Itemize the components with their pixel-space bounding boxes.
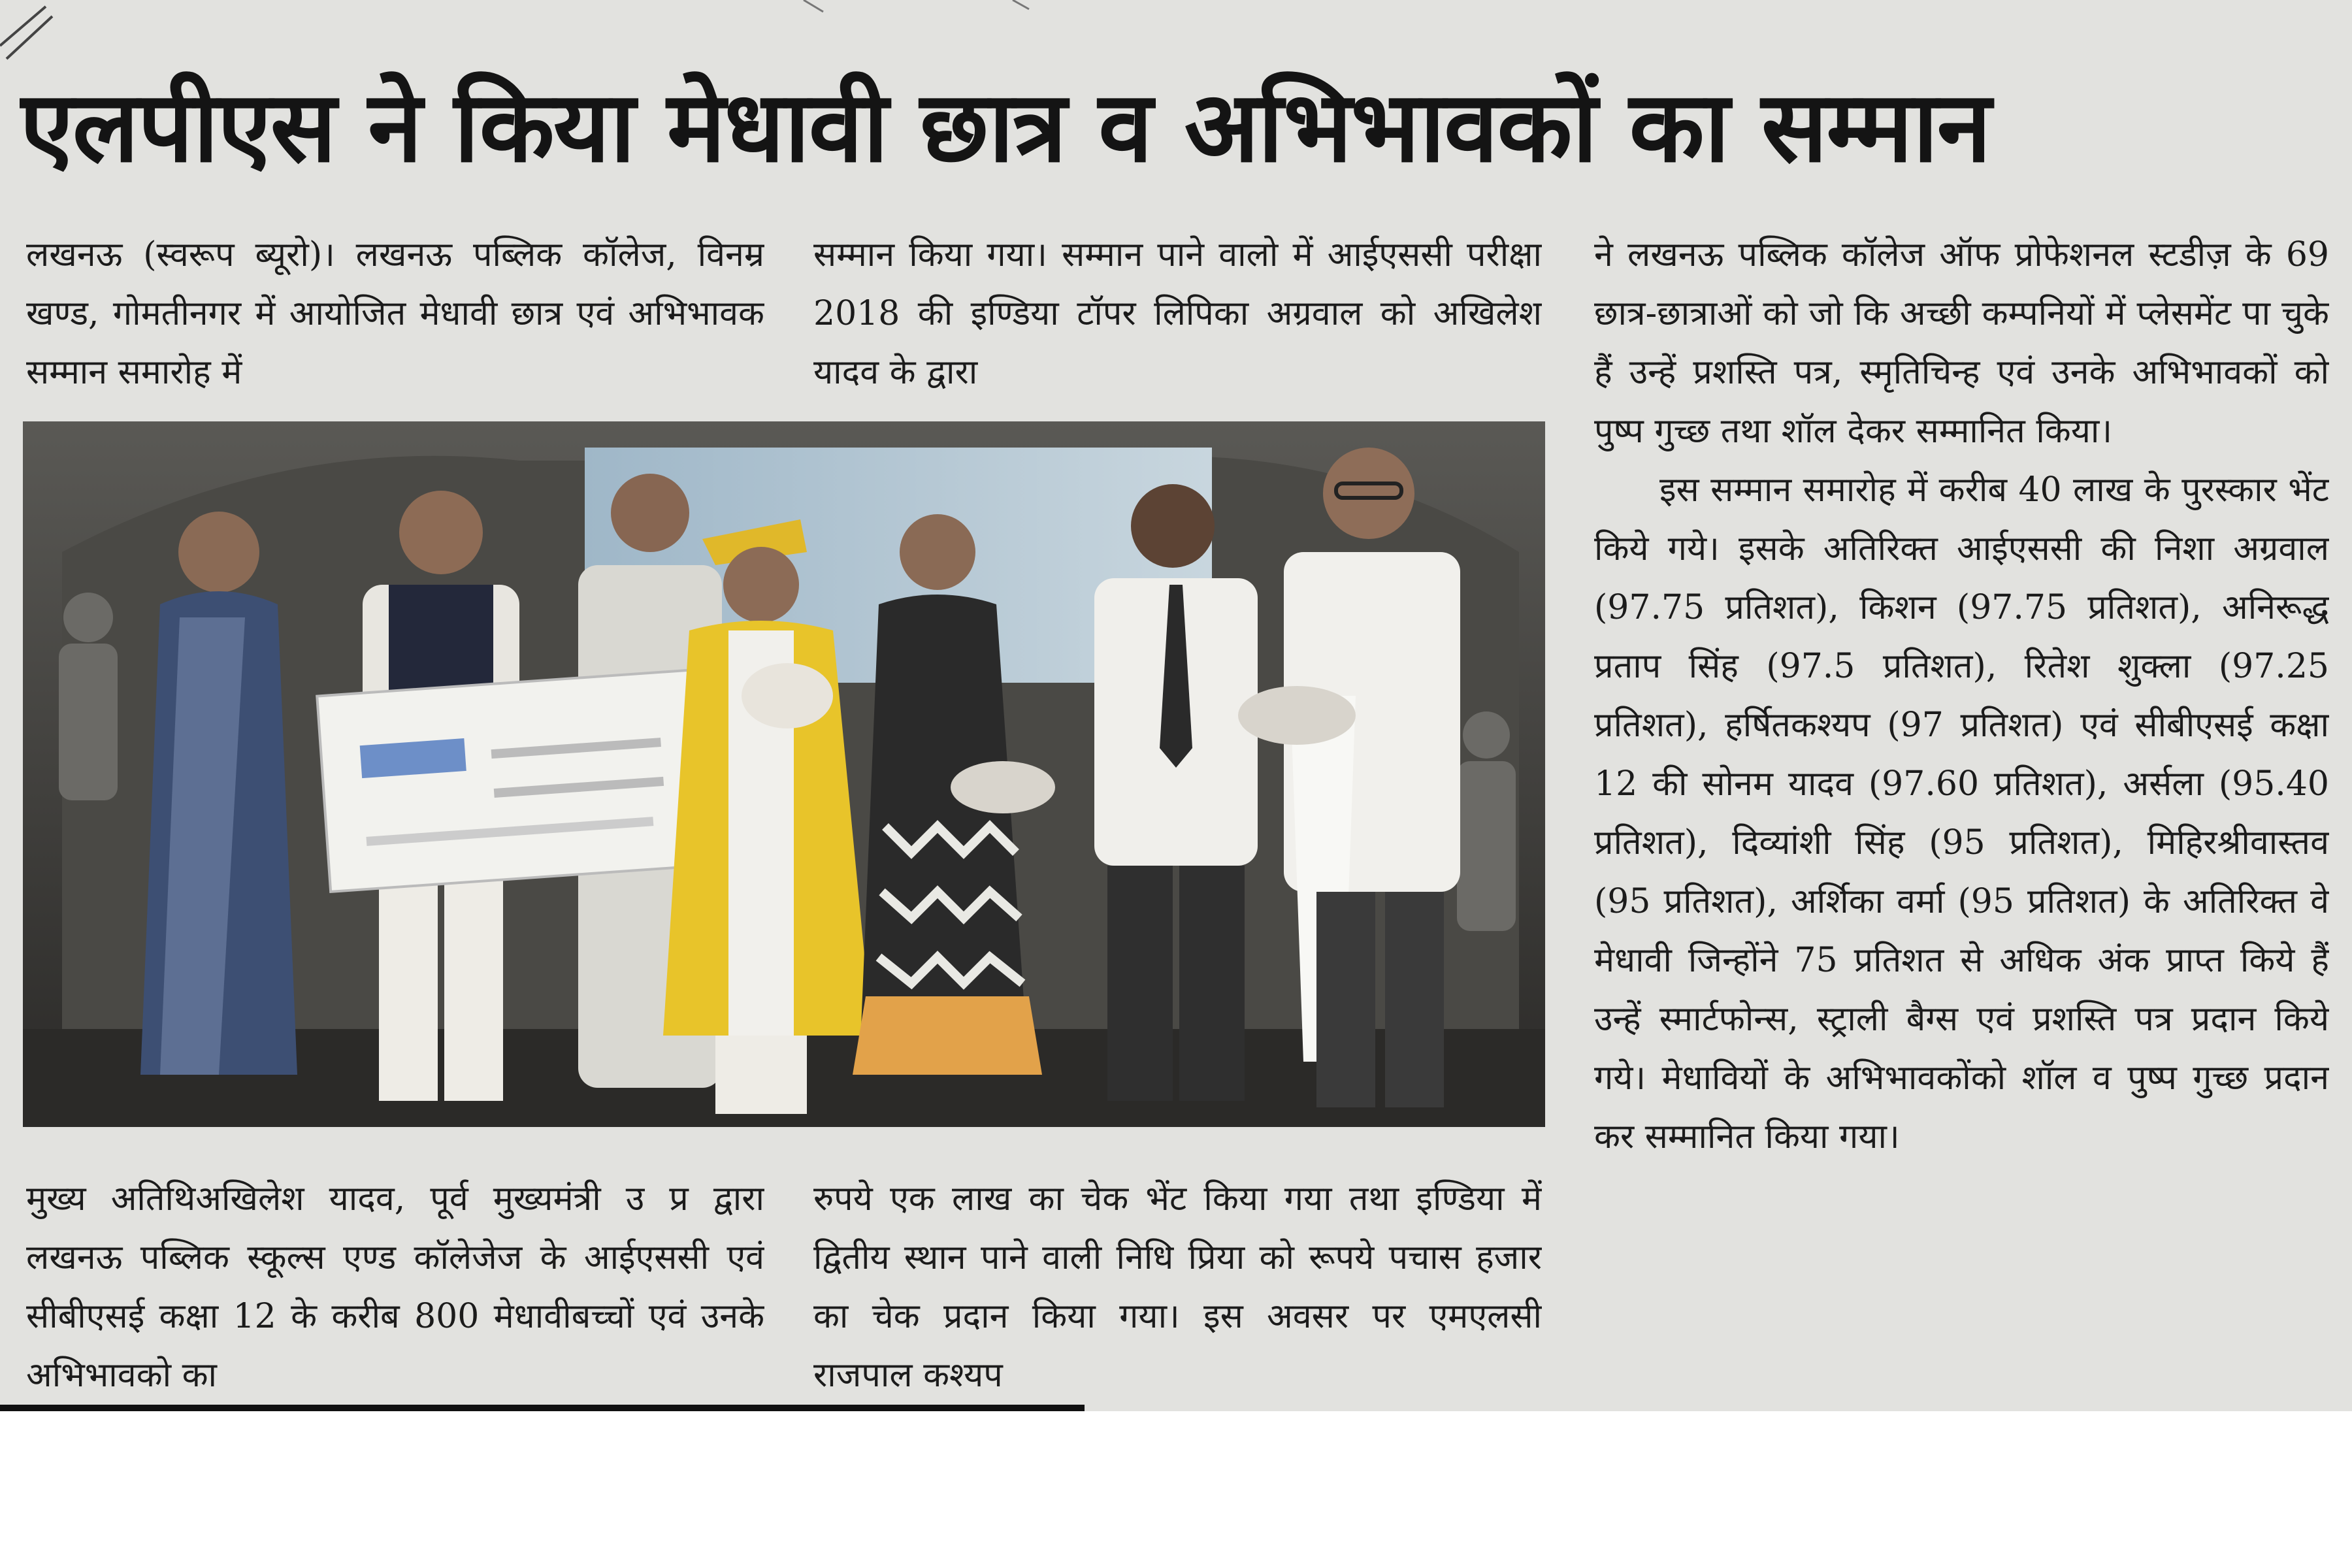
column-3 bbox=[1594, 225, 2329, 1388]
column-2-top-text: सम्मान किया गया। सम्मान पाने वालो में आईएससी परीक्षा 2018 की इण्डिया टॉपर लिपिका अग्रवाल को अखिलेश यादव के द्वारा bbox=[813, 235, 1542, 392]
column-3-paragraph-1: ने लखनऊ पब्लिक कॉलेज ऑफ प्रोफेशनल स्टडीज़ के 69 छात्र-छात्राओं को जो कि अच्छी कम्पनियों में प्लेसमेंट पा चुके हैं उन्हें प्रशस्ति पत्र, स्मृतिचिन्ह एवं उनके अभिभावकों को पुष्प गुच्छ तथा शॉल देकर सम्मानित किया। bbox=[1594, 235, 2329, 451]
event-photo bbox=[23, 421, 1545, 1127]
column-1-bottom-text: मुख्य अतिथिअखिलेश यादव, पूर्व मुख्यमंत्री उ प्र द्वारा लखनऊ पब्लिक स्कूल्स एण्ड कॉलेजेज के आईएससी एवं सीबीएसई कक्षा 12 के करीब 800 मेधावीबच्चों एवं उनके अभिभावको का bbox=[26, 1179, 764, 1395]
cheque-board bbox=[317, 670, 709, 892]
column-2-bottom-text: रुपये एक लाख का चेक भेंट किया गया तथा इण्डिया में द्वितीय स्थान पाने वाली निधि प्रिया को रूपये पचास हजार का चेक प्रदान किया गया। इस अवसर पर एमएलसी राजपाल कश्यप bbox=[813, 1179, 1542, 1395]
column-1-top-text: लखनऊ (स्वरूप ब्यूरो)। लखनऊ पब्लिक कॉलेज, विनम्र खण्ड, गोमतीनगर में आयोजित मेधावी छात्र एवं अभिभावक सम्मान समारोह में bbox=[26, 235, 764, 392]
column-2-bottom bbox=[813, 1169, 1542, 1411]
column-2-top bbox=[813, 225, 1542, 408]
event-photo-illustration bbox=[23, 421, 1545, 1127]
column-1-top bbox=[26, 225, 764, 408]
column-1-bottom bbox=[26, 1169, 764, 1411]
bottom-rule bbox=[0, 1405, 1085, 1411]
headline: एलपीएस ने किया मेधावी छात्र व अभिभावकों का सम्मान bbox=[20, 71, 1990, 184]
column-3-paragraph-2: इस सम्मान समारोह में करीब 40 लाख के पुरस्कार भेंट किये गये। इसके अतिरिक्त आईएससी की निशा अग्रवाल (97.75 प्रतिशत), किशन (97.75 प्रतिशत), अनिरूद्ध प्रताप सिंह (97.5 प्रतिशत), रितेश शुक्ला (97.25 प्रतिशत), हर्षितकश्यप (97 प्रतिशत) एवं सीबीएसई कक्षा 12 की सोनम यादव (97.60 प्रतिशत), अर्सला (95.40 प्रतिशत), दिव्यांशी सिंह (95 प्रतिशत), मिहिरश्रीवास्तव (95 प्रतिशत), अर्शिका वर्मा (95 प्रतिशत) के अतिरिक्त वे मेधावी जिन्होंने 75 प्रतिशत से अधिक अंक प्राप्त किये हैं उन्हें स्मार्टफोन्स, स्ट्राली बैग्स एवं प्रशस्ति पत्र प्रदान किये गये। मेधावियों के अभिभावकोंको शॉल व पुष्प गुच्छ प्रदान कर सम्मानित किया गया। bbox=[1594, 470, 2329, 1156]
